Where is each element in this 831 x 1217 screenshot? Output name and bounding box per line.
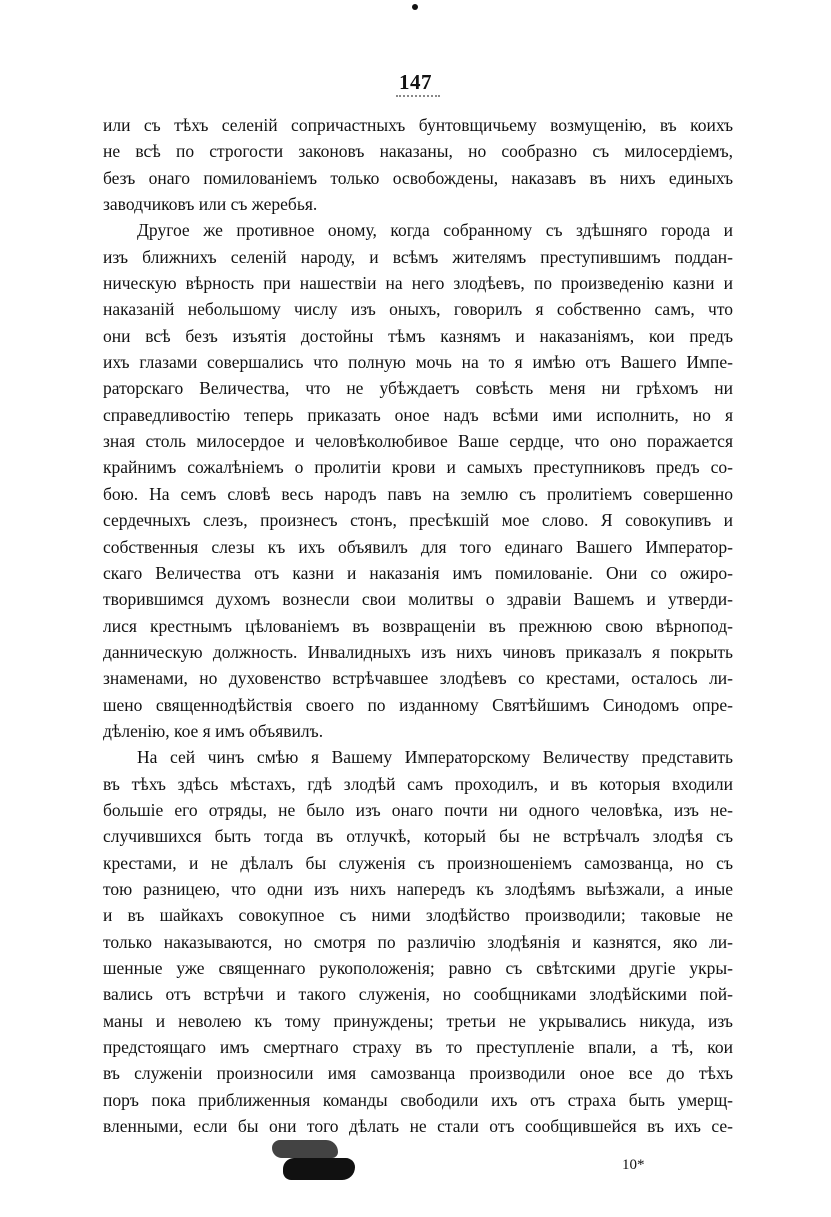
text-line: бою. На семъ словѣ весь народъ павъ на землю съ пролитіемъ совершенно xyxy=(103,483,733,504)
text-line: На сей чинъ смѣю я Вашему Императорскому Величеству представить xyxy=(137,747,733,768)
text-line: сердечныхъ слезъ, произнесъ стонъ, пресѣкшій мое слово. Я совокупивъ и xyxy=(103,510,733,531)
text-line: они всѣ безъ изъятія достойны тѣмъ казнямъ и наказаніямъ, кои предъ xyxy=(103,325,733,346)
text-line: маны и неволею къ тому принуждены; третьи не укрывались никуда, изъ xyxy=(103,1010,733,1031)
text-line: данническую должность. Инвалидныхъ изъ нихъ чиновъ приказалъ я покрыть xyxy=(103,641,733,662)
text-line: крестами, и не дѣлалъ бы служенія съ произношеніемъ самозванца, но съ xyxy=(103,852,733,873)
text-line: ихъ глазами совершались что полную мочь на то я имѣю отъ Вашего Импе- xyxy=(103,352,733,373)
body-text xyxy=(103,112,733,1139)
ink-blot xyxy=(283,1158,355,1180)
text-line: заводчиковъ или съ жеребья. xyxy=(103,194,318,215)
text-line: лися крестнымъ цѣлованіемъ въ возвращеніи въ прежнюю свою вѣрнопод- xyxy=(103,615,733,636)
text-line: безъ онаго помилованіемъ только освобождены, наказавъ въ нихъ единыхъ xyxy=(103,167,733,188)
text-line: ническую вѣрность при нашествіи на него злодѣевъ, по произведенію казни и xyxy=(103,273,733,294)
text-line: шено священнодѣйствія своего по изданному Святѣйшимъ Синодомъ опре- xyxy=(103,694,733,715)
text-line: собственныя слезы къ ихъ объявилъ для того единаго Вашего Император- xyxy=(103,536,733,557)
ink-blot xyxy=(272,1140,338,1158)
text-line: или съ тѣхъ селеній сопричастныхъ бунтовщичьему возмущенію, въ коихъ xyxy=(103,115,733,135)
text-line: зная столь милосердое и человѣколюбивое Ваше сердце, что оно поражается xyxy=(103,431,733,452)
signature-mark: 10* xyxy=(622,1157,645,1173)
text-line: не всѣ по строгости законовъ наказаны, но сообразно съ милосердіемъ, xyxy=(103,141,733,162)
text-line: дѣленію, кое я имъ объявилъ. xyxy=(103,720,324,741)
text-line: вались отъ встрѣчи и такого служенія, но сообщниками злодѣйскими пой- xyxy=(103,984,733,1005)
page-number-rule xyxy=(396,95,440,97)
text-line: и въ шайкахъ совокупное съ ними злодѣйство производили; таковые не xyxy=(103,905,733,926)
page-number: 147 xyxy=(399,70,432,94)
text-line: наказаній небольшому числу изъ оныхъ, говорилъ я собственно самъ, что xyxy=(103,299,733,320)
text-line: въ служеніи произносили имя самозванца производили оное все до тѣхъ xyxy=(103,1063,733,1084)
text-line: справедливостію теперь приказать оное надъ всѣми ими исполнить, но я xyxy=(103,404,733,425)
text-line: изъ ближнихъ селеній народу, и всѣмъ жителямъ преступившимъ поддан- xyxy=(103,246,733,267)
text-line: въ тѣхъ здѣсь мѣстахъ, гдѣ злодѣй самъ проходилъ, и въ которыя входили xyxy=(103,773,733,794)
text-line: большіе его отряды, не было изъ онаго почти ни одного человѣка, изъ не- xyxy=(103,799,733,820)
text-line: только наказываются, но смотря по различію злодѣянія и казнятся, яко ли- xyxy=(103,931,733,952)
text-line: скаго Величества отъ казни и наказанія имъ помилованіе. Они со ожиро- xyxy=(103,562,733,583)
text-line: творившимся духомъ вознесли свои молитвы о здравіи Вашемъ и утверди- xyxy=(103,589,733,610)
text-line: тою разницею, что одни изъ нихъ напередъ къ злодѣямъ выѣзжали, а иные xyxy=(103,878,733,899)
text-line: случившихся быть тогда въ отлучкѣ, который бы не встрѣчалъ злодѣя съ xyxy=(103,826,733,847)
text-line: предстоящаго имъ смертнаго страху въ то преступленіе впали, а тѣ, кои xyxy=(103,1037,733,1058)
ink-dot xyxy=(412,4,418,10)
text-line: поръ пока приближенныя команды свободили ихъ отъ страха быть умерщ- xyxy=(103,1089,733,1110)
text-line: знаменами, но духовенство встрѣчавшее злодѣевъ со крестами, осталось ли- xyxy=(103,668,733,689)
text-line: вленными, если бы они того дѣлать не стали отъ сообщившейся въ ихъ се- xyxy=(103,1116,733,1137)
text-line: раторскаго Величества, что не убѣждаетъ совѣсть меня ни грѣхомъ ни xyxy=(103,378,733,399)
text-line: шенные уже священнаго рукоположенія; равно съ свѣтскими другіе укры- xyxy=(103,958,733,978)
text-line: крайнимъ сожалѣніемъ о пролитіи крови и самыхъ преступниковъ предъ со- xyxy=(103,457,733,478)
text-line: Другое же противное оному, когда собранному съ здѣшняго города и xyxy=(137,220,733,241)
